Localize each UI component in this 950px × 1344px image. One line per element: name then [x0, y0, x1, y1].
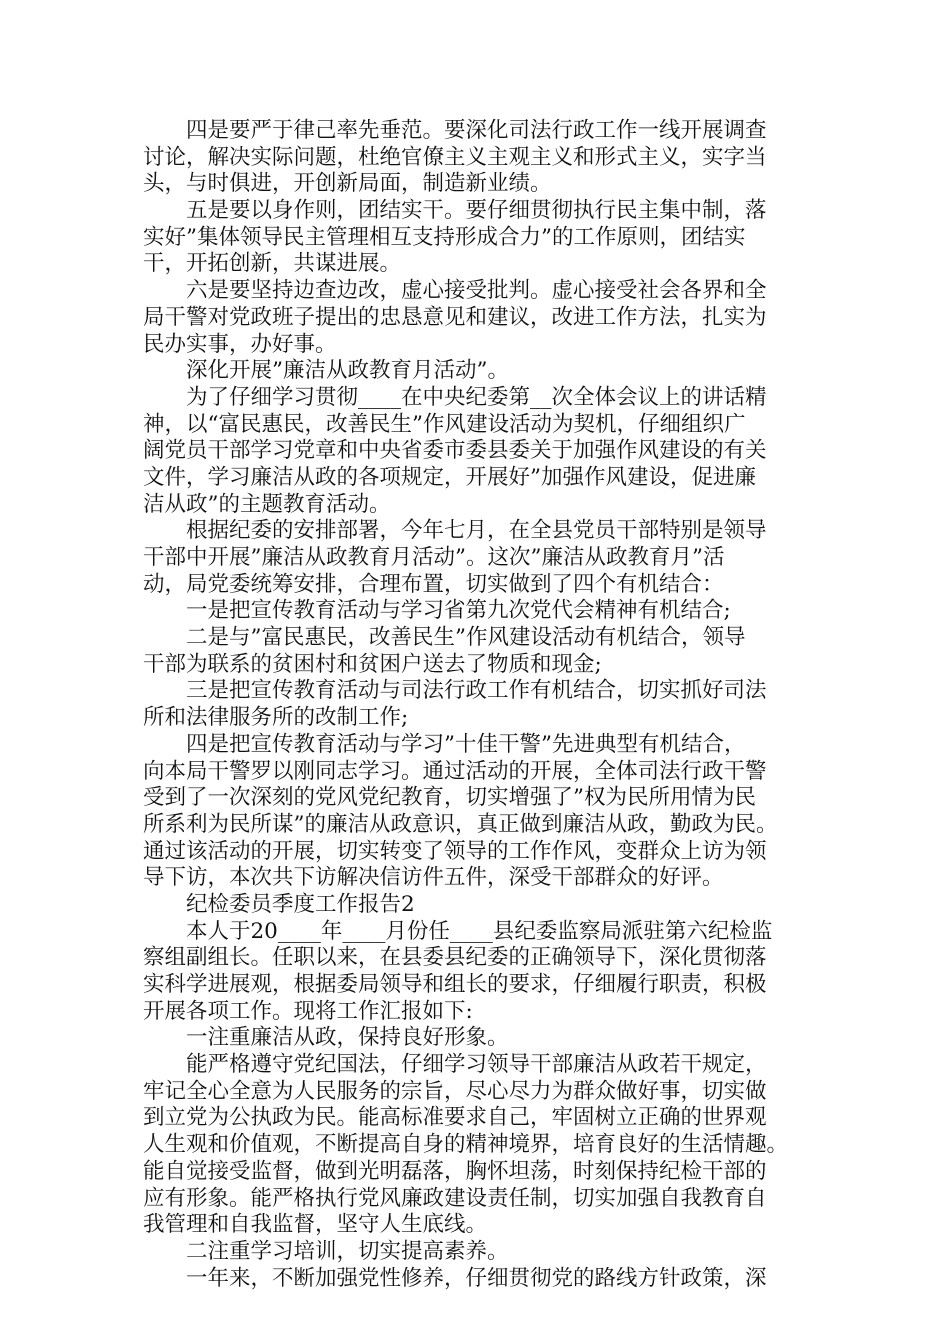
text-line: 文件，学习廉洁从政的各项规定，开展好”加强作风建设，促进廉 [143, 464, 756, 490]
text-line: 六是要坚持边查边改，虚心接受批判。虚心接受社会各界和全 [186, 278, 767, 304]
text-line: 通过该活动的开展，切实转变了领导的工作作风，变群众上访为领 [143, 838, 767, 864]
text-line: 所系利为民所谋”的廉洁从政意识，真正做到廉洁从政，勤政为民。 [143, 811, 778, 837]
text-line: 受到了一次深刻的党风党纪教育，切实增强了”权为民所用情为民 [143, 785, 756, 811]
text-line: 我管理和自我监督，坚守人生底线。 [143, 1212, 488, 1238]
text-line: 一年来，不断加强党性修养，仔细贯彻党的路线方针政策，深 [186, 1265, 767, 1291]
text-line: 根据纪委的安排部署，今年七月，在全县党员干部特别是领导 [186, 518, 767, 544]
text-line: 讨论，解决实际问题，杜绝官僚主义主观主义和形式主义，实字当 [143, 144, 767, 170]
text-line: 四是把宣传教育活动与学习”十佳干警”先进典型有机结合， [186, 731, 746, 757]
text-line: 动，局党委统筹安排，合理布置，切实做到了四个有机结合： [143, 571, 724, 597]
text-line: 为了仔细学习贯彻____在中央纪委第__次全体会议上的讲话精 [186, 384, 767, 410]
text-line: 能自觉接受监督，做到光明磊落，胸怀坦荡，时刻保持纪检干部的 [143, 1158, 767, 1184]
text-line: 阔党员干部学习党章和中央省委市委县委关于加强作风建设的有关 [143, 438, 767, 464]
text-line: 牢记全心全意为人民服务的宗旨，尽心尽力为群众做好事，切实做 [143, 1078, 767, 1104]
text-line: 头，与时俱进，开创新局面，制造新业绩。 [143, 171, 552, 197]
text-line: 应有形象。能严格执行党风廉政建设责任制，切实加强自我教育自 [143, 1185, 767, 1211]
text-line: 一是把宣传教育活动与学习省第九次党代会精神有机结合; [186, 598, 731, 624]
text-line: 局干警对党政班子提出的忠恳意见和建议，改进工作方法，扎实为 [143, 304, 767, 330]
text-line: 五是要以身作则，团结实干。要仔细贯彻执行民主集中制，落 [186, 198, 767, 224]
text-line: 开展各项工作。现将工作汇报如下: [143, 998, 473, 1024]
text-line: 实好”集体领导民主管理相互支持形成合力”的工作原则，团结实 [143, 224, 746, 250]
text-line: 本人于20____年____月份任____县纪委监察局派驻第六纪检监 [186, 918, 773, 944]
text-line: 察组副组长。任职以来，在县委县纪委的正确领导下，深化贯彻落 [143, 945, 767, 971]
text-line: 干部中开展”廉洁从政教育月活动”。这次”廉洁从政教育月”活 [143, 545, 725, 570]
text-line: 实科学进展观，根据委局领导和组长的要求，仔细履行职责，积极 [143, 972, 767, 997]
text-line: 干部为联系的贫困村和贫困户送去了物质和现金; [143, 651, 602, 677]
text-line: 纪检委员季度工作报告2 [186, 891, 415, 917]
text-line: 民办实事，办好事。 [143, 331, 337, 357]
text-line: 二注重学习培训，切实提高素养。 [186, 1238, 509, 1264]
text-line: 四是要严于律己率先垂范。要深化司法行政工作一线开展调查 [186, 118, 767, 143]
text-line: 三是把宣传教育活动与司法行政工作有机结合，切实抓好司法 [186, 678, 767, 704]
text-line: 所和法律服务所的改制工作; [143, 705, 409, 731]
text-line: 人生观和价值观，不断提高自身的精神境界，培育良好的生活情趣。 [143, 1132, 789, 1158]
text-line: 一注重廉洁从政，保持良好形象。 [186, 1025, 509, 1051]
document-body [143, 118, 823, 1292]
text-line: 导下访，本次共下访解决信访件五件，深受干部群众的好评。 [143, 865, 724, 891]
text-line: 二是与”富民惠民，改善民生”作风建设活动有机结合，领导 [186, 625, 746, 651]
text-line: 深化开展”廉洁从政教育月活动”。 [186, 358, 509, 384]
text-line: 洁从政”的主题教育活动。 [143, 491, 391, 517]
text-line: 能严格遵守党纪国法，仔细学习领导干部廉洁从政若干规定， [186, 1052, 767, 1078]
text-line: 干，开拓创新，共谋进展。 [143, 251, 402, 277]
text-line: 神，以“富民惠民，改善民生”作风建设活动为契机，仔细组织广 [143, 411, 746, 437]
text-line: 向本局干警罗以刚同志学习。通过活动的开展，全体司法行政干警 [143, 758, 767, 784]
text-line: 到立党为公执政为民。能高标准要求自己，牢固树立正确的世界观 [143, 1105, 767, 1131]
